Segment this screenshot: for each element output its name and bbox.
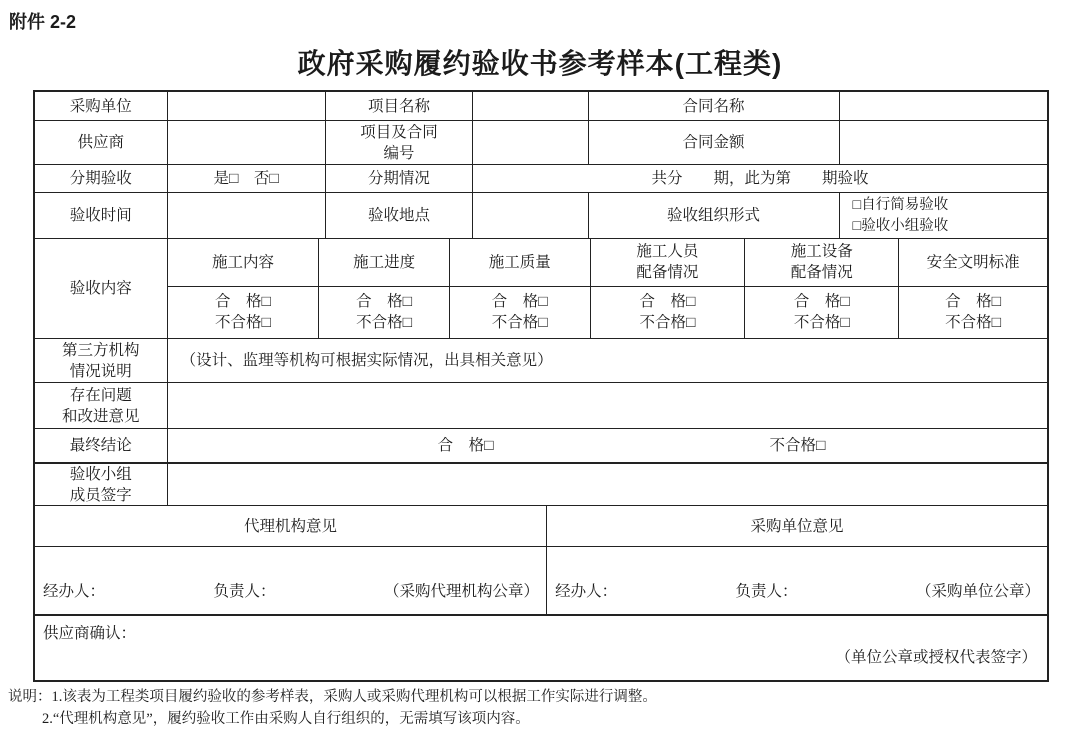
- phase-label-cell: [35, 165, 168, 192]
- phase-yes-no-checkboxes: 是□ 否□: [213, 170, 279, 187]
- row-phase: [35, 165, 1047, 193]
- phase-info-label-cell: [326, 165, 473, 192]
- org-option-team-checkbox: □验收小组验收: [852, 217, 949, 234]
- project-name-label-cell: [326, 92, 473, 120]
- supplier-label: 供应商: [77, 134, 125, 151]
- purchaser-manager-label: 负责人：: [735, 583, 798, 600]
- row-basic-1: [35, 92, 1047, 121]
- pass-checkbox: 合 格□: [793, 293, 850, 311]
- phase-label: 分期验收: [69, 170, 132, 187]
- project-name-label: 项目名称: [368, 97, 431, 115]
- acceptance-header-row: [168, 239, 1047, 287]
- phase-info-text: 共分 期，此为第 期验收: [651, 170, 869, 187]
- pass-checkbox: 合 格□: [945, 293, 1001, 311]
- team-label-line1: 验收小组: [69, 465, 132, 483]
- contract-amount-label-cell: [589, 121, 840, 164]
- agency-handler-label: 经办人：: [43, 583, 106, 600]
- issues-value-cell: [168, 383, 1047, 428]
- team-label-line2: 成员签字: [69, 486, 132, 504]
- supplier-confirm-label: 供应商确认：: [43, 625, 137, 642]
- conclusion-pass-checkbox: 合 格□: [437, 437, 494, 454]
- time-label: 验收时间: [69, 207, 132, 224]
- purchaser-signature-cell: [547, 547, 1047, 614]
- agency-opinion-header-cell: [35, 506, 547, 546]
- project-name-value-cell: [473, 92, 588, 120]
- acceptance-passfail-cell: [899, 287, 1047, 338]
- fail-checkbox: 不合格□: [945, 314, 1001, 332]
- acceptance-header-cell: 施工设备 配备情况: [745, 239, 899, 286]
- phase-options-cell: [168, 165, 326, 192]
- purchaser-seal-label: （采购单位公章）: [915, 583, 1040, 600]
- agency-manager-label: 负责人：: [213, 583, 276, 600]
- issues-label-line2: 和改进意见: [62, 407, 140, 425]
- footnote-line1: 说明：1.该表为工程类项目履约验收的参考样表，采购人或采购代理机构可以根据工作实际进行调整。: [8, 689, 657, 705]
- row-issues: [35, 383, 1047, 429]
- row-team-signature: [35, 464, 1047, 506]
- row-basic-2: [35, 121, 1047, 165]
- contract-name-label-cell: [589, 92, 840, 120]
- footnote-line2: 2.“代理机构意见”，履约验收工作由采购人自行组织的，无需填写该项内容。: [42, 711, 530, 727]
- org-form-options-cell: [840, 193, 1047, 238]
- agency-opinion-title: 代理机构意见: [244, 517, 338, 535]
- attachment-label: 附件 2-2: [9, 12, 77, 32]
- pass-checkbox: 合 格□: [356, 293, 413, 311]
- time-label-cell: [35, 193, 168, 238]
- issues-label-cell: [35, 383, 168, 428]
- purchaser-label-cell: [35, 92, 168, 120]
- acceptance-passfail-cell: [168, 287, 320, 338]
- time-value-cell: [168, 193, 326, 238]
- team-label-cell: [35, 464, 168, 505]
- purchaser-value-cell: [168, 92, 326, 120]
- third-party-label-line1: 第三方机构: [62, 341, 140, 359]
- contract-name-value-cell: [840, 92, 1047, 120]
- contract-amount-value-cell: [840, 121, 1047, 164]
- place-value-cell: [473, 193, 588, 238]
- acceptance-passfail-cell: [745, 287, 899, 338]
- fail-checkbox: 不合格□: [356, 314, 413, 332]
- purchaser-handler-label: 经办人：: [555, 583, 618, 600]
- conclusion-fail-checkbox: 不合格□: [769, 437, 826, 454]
- third-party-label-line2: 情况说明: [69, 362, 132, 380]
- acceptance-header-cell: 施工进度: [319, 239, 450, 286]
- supplier-seal-label: （单位公章或授权代表签字）: [835, 649, 1037, 666]
- acceptance-matrix: [168, 239, 1047, 338]
- issues-label-line1: 存在问题: [69, 386, 132, 404]
- phase-info-value-cell: [473, 165, 1047, 192]
- acceptance-passfail-cell: [450, 287, 591, 338]
- project-no-label-line2: 编号: [383, 144, 415, 162]
- acceptance-header-cell: 施工内容: [168, 239, 320, 286]
- phase-info-label: 分期情况: [367, 170, 430, 187]
- supplier-label-cell: [35, 121, 168, 164]
- agency-signature-cell: [35, 547, 547, 614]
- org-option-simple-checkbox: □自行简易验收: [852, 196, 949, 213]
- third-party-label-cell: [35, 339, 168, 382]
- supplier-value-cell: [168, 121, 326, 164]
- footnotes: [8, 686, 657, 730]
- row-when: [35, 193, 1047, 239]
- acceptance-header-cell: 施工人员 配备情况: [591, 239, 746, 286]
- conclusion-label: 最终结论: [69, 437, 132, 454]
- project-no-value-cell: [473, 121, 588, 164]
- third-party-note-cell: [168, 339, 1047, 382]
- fail-checkbox: 不合格□: [793, 314, 850, 332]
- agency-seal-label: （采购代理机构公章）: [384, 583, 540, 600]
- purchaser-label: 采购单位: [69, 97, 132, 115]
- acceptance-label: 验收内容: [69, 280, 132, 297]
- pass-checkbox: 合 格□: [491, 293, 548, 311]
- row-supplier-confirm: [35, 616, 1047, 680]
- pass-checkbox: 合 格□: [215, 293, 271, 311]
- project-no-label-line1: 项目及合同: [360, 123, 438, 141]
- acceptance-passfail-cell: [591, 287, 746, 338]
- fail-checkbox: 不合格□: [491, 314, 548, 332]
- acceptance-header-cell: 安全文明标准: [926, 253, 1020, 271]
- team-signature-cell: [168, 464, 1047, 505]
- acceptance-header-cell: 施工质量: [450, 239, 591, 286]
- conclusion-label-cell: [35, 429, 168, 462]
- org-form-label: 验收组织形式: [667, 207, 761, 224]
- contract-amount-label: 合同金额: [682, 134, 745, 151]
- contract-name-label: 合同名称: [682, 97, 745, 115]
- acceptance-form-table: [33, 90, 1049, 682]
- project-no-label-cell: [326, 121, 473, 164]
- row-opinion-signatures: [35, 547, 1047, 616]
- acceptance-passfail-row: [168, 287, 1047, 338]
- pass-checkbox: 合 格□: [639, 293, 696, 311]
- org-form-label-cell: [589, 193, 840, 238]
- place-label-cell: [326, 193, 473, 238]
- fail-checkbox: 不合格□: [215, 314, 271, 332]
- row-conclusion: [35, 429, 1047, 464]
- conclusion-value-cell: [168, 429, 1047, 462]
- fail-checkbox: 不合格□: [639, 314, 696, 332]
- place-label: 验收地点: [368, 207, 431, 224]
- acceptance-passfail-cell: [319, 287, 450, 338]
- purchaser-opinion-header-cell: [547, 506, 1047, 546]
- purchaser-opinion-title: 采购单位意见: [750, 517, 844, 535]
- third-party-note: （设计、监理等机构可根据实际情况，出具相关意见）: [180, 352, 553, 369]
- supplier-confirm-cell: [35, 616, 1047, 680]
- row-acceptance-content: [35, 239, 1047, 339]
- acceptance-label-cell: [35, 239, 168, 338]
- page-title: 政府采购履约验收书参考样本(工程类): [297, 48, 783, 79]
- row-opinion-headers: [35, 506, 1047, 547]
- row-third-party: [35, 339, 1047, 383]
